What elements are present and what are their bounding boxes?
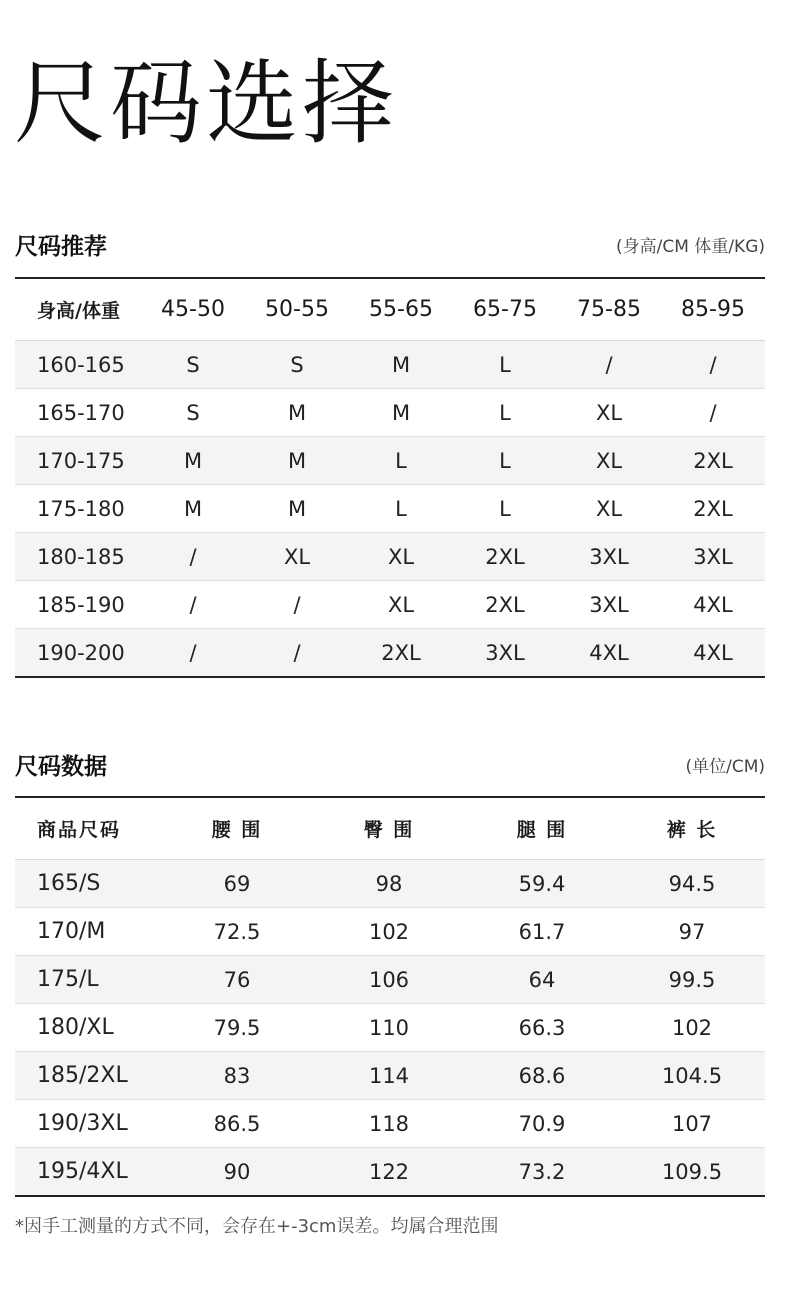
table-cell: 86.5 [161,1100,313,1148]
table-row [15,485,765,533]
table-cell: M [141,485,245,533]
table-cell: 90 [161,1148,313,1197]
table-cell: S [245,341,349,389]
table-row [15,437,765,485]
size-data-section-header [15,752,765,782]
table-cell: 185-190 [15,581,141,629]
size-data-unit-note: (单位/CM) [685,757,765,777]
table-cell: 185/2XL [15,1052,161,1100]
table-cell: L [453,485,557,533]
column-header: 腰 围 [161,797,313,860]
table-cell: 99.5 [619,956,765,1004]
size-data-table [15,796,765,1197]
table-cell: M [245,437,349,485]
table-cell: / [245,581,349,629]
table-cell: 70.9 [465,1100,619,1148]
measurement-footnote: *因手工测量的方式不同，会存在+-3cm误差。均属合理范围 [15,1216,499,1237]
table-cell: 160-165 [15,341,141,389]
recommend-section-header [15,232,765,262]
table-cell: 3XL [453,629,557,678]
table-cell: / [661,389,765,437]
column-header: 55-65 [349,278,453,341]
table-cell: M [245,485,349,533]
table-cell: 175-180 [15,485,141,533]
table-cell: 180-185 [15,533,141,581]
table-header-row [15,797,765,860]
table-row [15,860,765,908]
table-cell: / [557,341,661,389]
table-cell: 175/L [15,956,161,1004]
table-cell: 64 [465,956,619,1004]
recommend-section-title: 尺码推荐 [15,234,107,260]
table-cell: 122 [313,1148,465,1197]
table-cell: 106 [313,956,465,1004]
table-cell: / [141,581,245,629]
table-cell: M [245,389,349,437]
table-cell: 4XL [661,581,765,629]
column-header: 商品尺码 [15,797,161,860]
table-row [15,533,765,581]
table-cell: XL [245,533,349,581]
table-row [15,341,765,389]
table-cell: 3XL [661,533,765,581]
column-header: 45-50 [141,278,245,341]
table-cell: 102 [313,908,465,956]
table-cell: 2XL [349,629,453,678]
table-row [15,956,765,1004]
table-cell: XL [557,437,661,485]
table-cell: / [141,533,245,581]
table-cell: 2XL [661,485,765,533]
table-row [15,1148,765,1197]
table-cell: L [453,341,557,389]
table-cell: 102 [619,1004,765,1052]
table-cell: L [349,437,453,485]
table-cell: / [245,629,349,678]
table-cell: 118 [313,1100,465,1148]
table-cell: 4XL [557,629,661,678]
table-cell: 98 [313,860,465,908]
table-cell: 190/3XL [15,1100,161,1148]
table-cell: 2XL [453,533,557,581]
table-cell: M [141,437,245,485]
table-cell: 107 [619,1100,765,1148]
table-cell: 68.6 [465,1052,619,1100]
table-cell: 61.7 [465,908,619,956]
table-cell: 180/XL [15,1004,161,1052]
table-cell: XL [349,581,453,629]
table-cell: 2XL [453,581,557,629]
table-cell: 69 [161,860,313,908]
table-cell: 3XL [557,581,661,629]
table-row [15,1052,765,1100]
column-header: 50-55 [245,278,349,341]
table-cell: 110 [313,1004,465,1052]
recommend-unit-note: (身高/CM 体重/KG) [616,237,765,257]
table-cell: 59.4 [465,860,619,908]
table-row [15,389,765,437]
table-cell: 190-200 [15,629,141,678]
table-cell: 2XL [661,437,765,485]
column-header: 臀 围 [313,797,465,860]
table-cell: L [349,485,453,533]
table-header-row [15,278,765,341]
table-row [15,1004,765,1052]
column-header: 75-85 [557,278,661,341]
column-header: 65-75 [453,278,557,341]
table-cell: 94.5 [619,860,765,908]
table-cell: / [661,341,765,389]
table-cell: 79.5 [161,1004,313,1052]
table-cell: 3XL [557,533,661,581]
table-cell: 195/4XL [15,1148,161,1197]
table-cell: M [349,389,453,437]
table-cell: XL [349,533,453,581]
table-cell: L [453,389,557,437]
table-cell: 72.5 [161,908,313,956]
table-cell: 104.5 [619,1052,765,1100]
table-cell: 4XL [661,629,765,678]
table-cell: XL [557,485,661,533]
table-row [15,1100,765,1148]
column-header: 85-95 [661,278,765,341]
column-header: 腿 围 [465,797,619,860]
column-header: 裤 长 [619,797,765,860]
table-cell: 66.3 [465,1004,619,1052]
table-cell: M [349,341,453,389]
table-cell: L [453,437,557,485]
column-header: 身高/体重 [15,278,141,341]
table-cell: S [141,341,245,389]
table-cell: XL [557,389,661,437]
size-data-section-title: 尺码数据 [15,754,107,780]
table-cell: 97 [619,908,765,956]
table-cell: 83 [161,1052,313,1100]
size-recommendation-table [15,277,765,678]
table-cell: 165-170 [15,389,141,437]
table-row [15,581,765,629]
table-cell: 114 [313,1052,465,1100]
table-cell: 73.2 [465,1148,619,1197]
table-cell: 165/S [15,860,161,908]
table-row [15,908,765,956]
page-title: 尺码选择 [14,50,399,157]
table-cell: S [141,389,245,437]
table-cell: 170/M [15,908,161,956]
table-cell: 170-175 [15,437,141,485]
table-cell: 109.5 [619,1148,765,1197]
table-cell: 76 [161,956,313,1004]
table-cell: / [141,629,245,678]
table-row [15,629,765,678]
